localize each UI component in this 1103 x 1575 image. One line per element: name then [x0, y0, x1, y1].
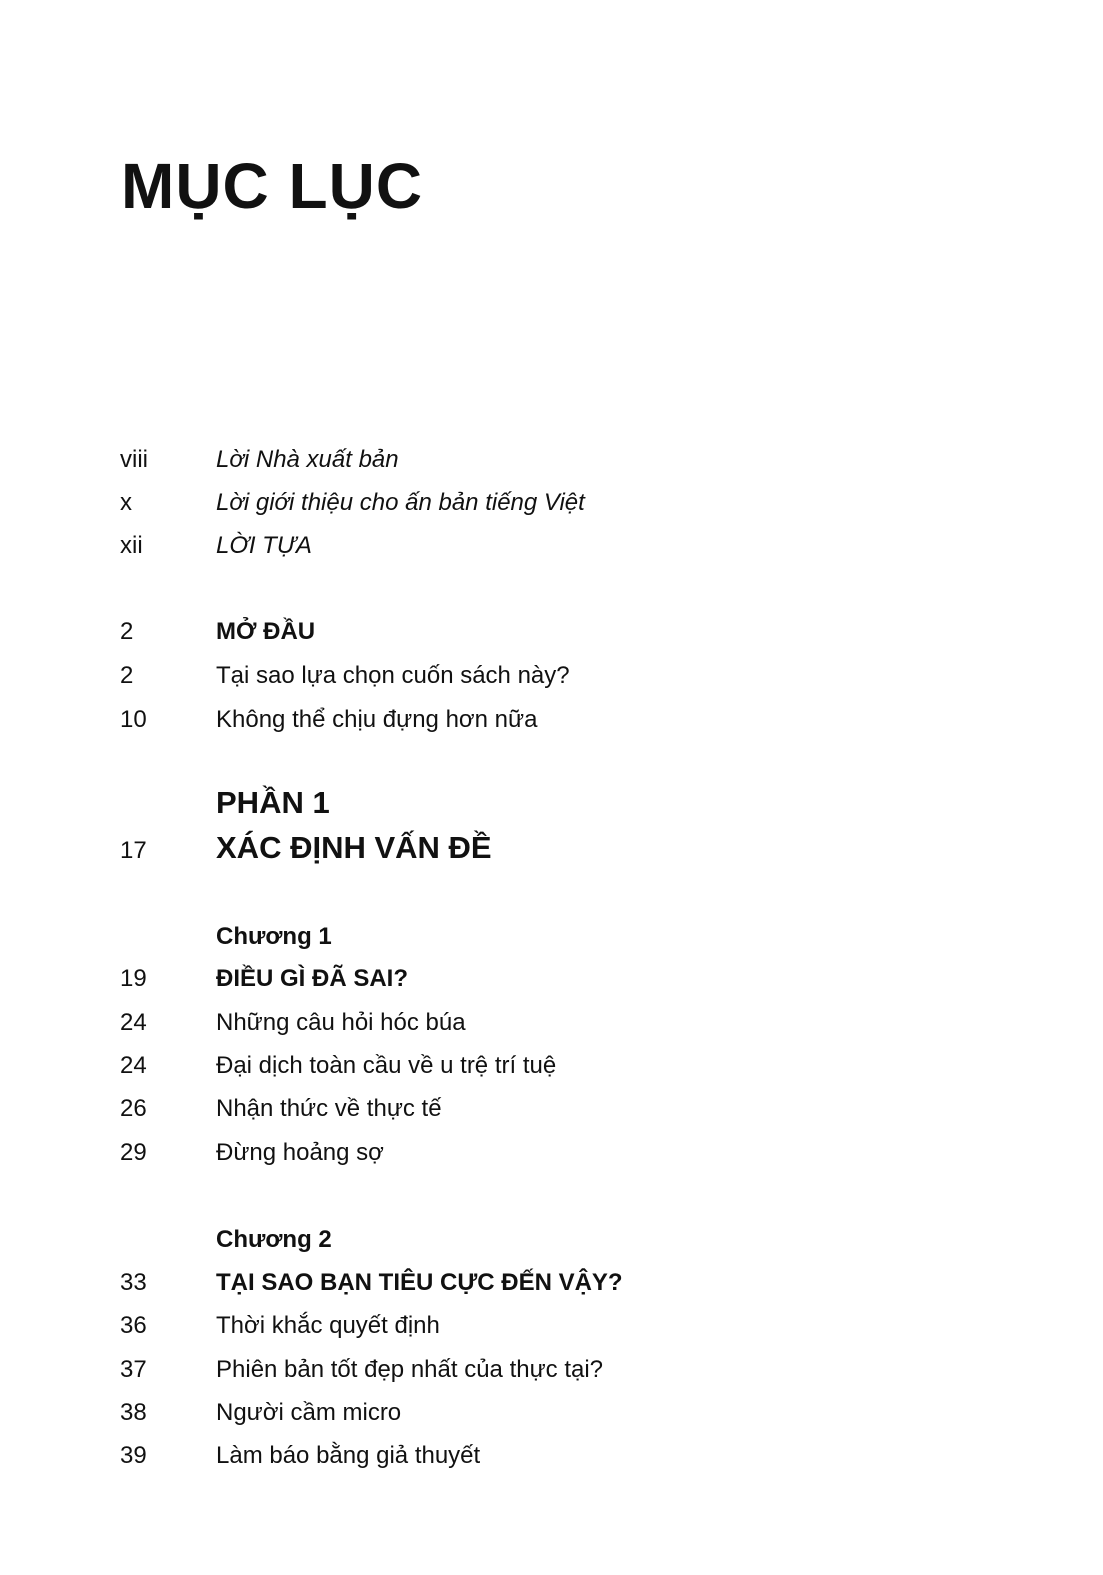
- toc-entry[interactable]: [0, 1003, 1103, 1043]
- toc-page-number: 17: [120, 837, 147, 864]
- toc-entry-title: Nhận thức về thực tế: [216, 1095, 442, 1122]
- toc-entry[interactable]: [0, 1046, 1103, 1086]
- toc-page-number: viii: [120, 446, 148, 473]
- toc-entry[interactable]: [0, 700, 1103, 740]
- toc-entry-title: Phiên bản tốt đẹp nhất của thực tại?: [216, 1356, 604, 1383]
- toc-section-heading[interactable]: [0, 612, 1103, 652]
- toc-entry-title: Không thể chịu đựng hơn nữa: [216, 706, 538, 733]
- toc-entry-title: Đừng hoảng sợ: [216, 1139, 384, 1166]
- toc-chapter-heading[interactable]: [0, 959, 1103, 999]
- toc-entry[interactable]: [0, 440, 1103, 480]
- toc-entry[interactable]: [0, 1393, 1103, 1433]
- toc-page-number: 29: [120, 1139, 147, 1166]
- toc-chapter-heading[interactable]: [0, 1263, 1103, 1303]
- toc-page-number: 26: [120, 1095, 147, 1122]
- toc-entry-title: Lời Nhà xuất bản: [216, 446, 399, 473]
- toc-entry-title: Tại sao lựa chọn cuốn sách này?: [216, 662, 570, 689]
- toc-entry-title: LỜI TỰA: [216, 532, 312, 559]
- toc-entry[interactable]: [0, 526, 1103, 566]
- toc-chapter-label: [0, 1220, 1103, 1260]
- chapter-label: Chương 2: [216, 1226, 332, 1253]
- toc-page-number: 33: [120, 1269, 147, 1296]
- toc-part-label: [0, 783, 1103, 823]
- toc-entry-title: Thời khắc quyết định: [216, 1312, 440, 1339]
- part-label: PHẦN 1: [216, 785, 330, 820]
- chapter-title: TẠI SAO BẠN TIÊU CỰC ĐẾN VẬY?: [216, 1269, 623, 1296]
- toc-page-number: 2: [120, 618, 134, 645]
- page-title: MỤC LỤC: [121, 150, 424, 222]
- toc-page-number: 24: [120, 1009, 147, 1036]
- part-title: XÁC ĐỊNH VẤN ĐỀ: [216, 830, 492, 865]
- toc-entry-title: Lời giới thiệu cho ấn bản tiếng Việt: [216, 489, 585, 516]
- chapter-title: ĐIỀU GÌ ĐÃ SAI?: [216, 965, 409, 992]
- toc-page-number: xii: [120, 532, 143, 559]
- toc-page-number: 2: [120, 662, 134, 689]
- toc-page-number: 37: [120, 1356, 147, 1383]
- toc-page-number: 36: [120, 1312, 147, 1339]
- toc-entry-title: Những câu hỏi hóc búa: [216, 1009, 466, 1036]
- toc-part-heading[interactable]: [0, 828, 1103, 868]
- toc-entry-title: Người cầm micro: [216, 1399, 402, 1426]
- toc-entry[interactable]: [0, 1306, 1103, 1346]
- chapter-label: Chương 1: [216, 923, 332, 950]
- toc-entry[interactable]: [0, 656, 1103, 696]
- toc-page-number: 39: [120, 1442, 147, 1469]
- toc-page-number: 10: [120, 706, 147, 733]
- toc-entry[interactable]: [0, 1133, 1103, 1173]
- toc-page-number: 19: [120, 965, 147, 992]
- toc-entry[interactable]: [0, 1436, 1103, 1476]
- toc-entry[interactable]: [0, 1350, 1103, 1390]
- toc-entry-title: Làm báo bằng giả thuyết: [216, 1442, 481, 1469]
- toc-page-number: x: [120, 489, 132, 516]
- toc-entry[interactable]: [0, 1089, 1103, 1129]
- toc-page-number: 38: [120, 1399, 147, 1426]
- toc-entry[interactable]: [0, 483, 1103, 523]
- toc-entry-title: Đại dịch toàn cầu về u trệ trí tuệ: [216, 1052, 557, 1079]
- toc-entry-title: MỞ ĐẦU: [216, 618, 316, 645]
- toc-chapter-label: [0, 917, 1103, 957]
- toc-page-number: 24: [120, 1052, 147, 1079]
